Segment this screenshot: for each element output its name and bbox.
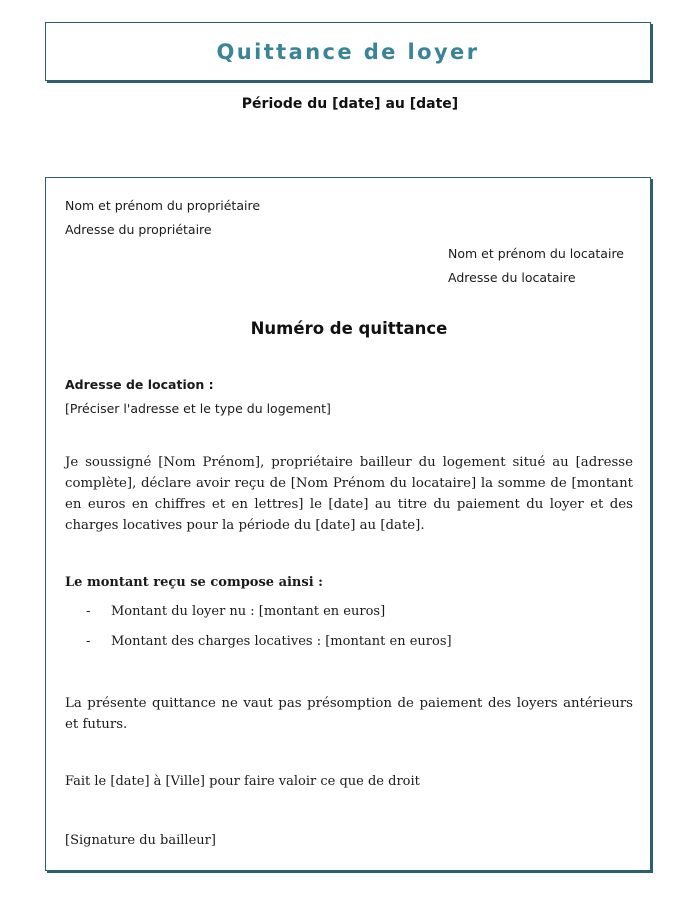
location-label: Adresse de location : [65,377,214,392]
tenant-name: Nom et prénom du locataire [448,246,624,261]
title-box [45,22,651,81]
breakdown-heading: Le montant reçu se compose ainsi : [65,575,323,590]
list-item-dash: - [86,604,91,619]
list-item: Montant du loyer nu : [montant en euros] [111,604,386,619]
tenant-address: Adresse du locataire [448,270,576,285]
receipt-number-heading: Numéro de quittance [250,319,448,338]
owner-name: Nom et prénom du propriétaire [65,198,261,213]
declaration-paragraph: Je soussigné [Nom Prénom], propriétaire bailleur du logement situé au [adresse complète], déclare avoir reçu de [Nom Prénom du locataire] la somme de [montant en euros en chiffres et en lettres] le [date] au titre du paiement du loyer et des charges locatives pour la période du [date] au [date]. [65,455,633,533]
list-item-dash: - [86,634,91,649]
disclaimer-paragraph: La présente quittance ne vaut pas présomption de paiement des loyers antérieurs et futurs. [65,696,633,732]
receipt-body-box [45,177,651,871]
location-value: [Préciser l'adresse et le type du logement] [65,401,331,416]
owner-address: Adresse du propriétaire [65,222,212,237]
signature-placeholder: [Signature du bailleur] [65,833,216,848]
document-title: Quittance de loyer [216,39,480,64]
done-at-line: Fait le [date] à [Ville] pour faire valoir ce que de droit [65,774,420,789]
period-line: Période du [date] au [date] [241,96,459,112]
list-item: Montant des charges locatives : [montant en euros] [111,634,452,649]
